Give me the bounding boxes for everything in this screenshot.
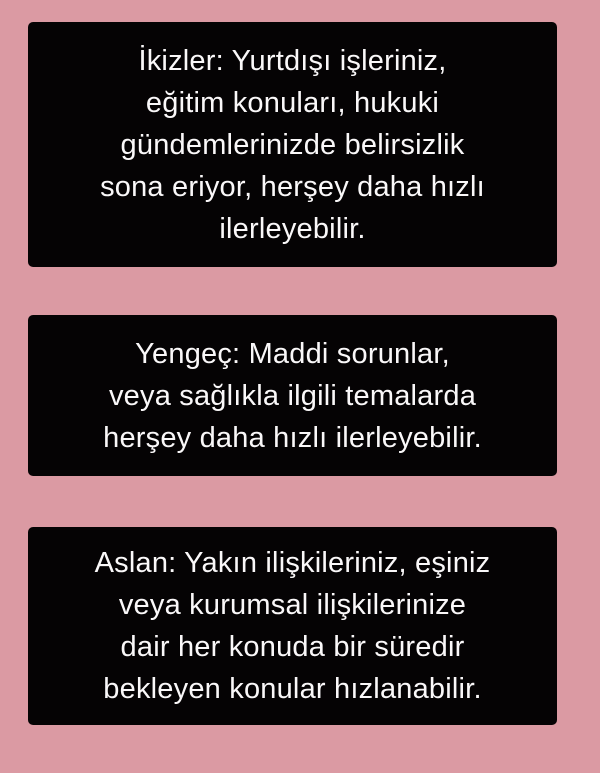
horoscope-card-yengec (28, 315, 557, 476)
horoscope-card-aslan (28, 527, 557, 725)
text-line: eğitim konuları, hukuki (145, 86, 440, 119)
text-line: Aslan: Yakın ilişkileriniz, eşiniz (94, 547, 491, 579)
text-line: bekleyen konular hızlanabilir. (103, 673, 482, 705)
text-line: gündemlerinizde belirsizlik (120, 128, 465, 161)
horoscope-card-ikizler (28, 22, 557, 267)
text-line: dair her konuda bir süredir (120, 631, 465, 663)
text-line: herşey daha hızlı ilerleyebilir. (103, 421, 482, 454)
text-line: İkizler: Yurtdışı işleriniz, (138, 44, 447, 77)
text-line: Yengeç: Maddi sorunlar, (135, 337, 450, 370)
text-line: veya kurumsal ilişkilerinize (118, 589, 467, 621)
text-line: ilerleyebilir. (219, 212, 366, 245)
text-line: veya sağlıkla ilgili temalarda (108, 379, 477, 412)
text-line: sona eriyor, herşey daha hızlı (100, 170, 485, 203)
horoscope-page (0, 22, 600, 725)
